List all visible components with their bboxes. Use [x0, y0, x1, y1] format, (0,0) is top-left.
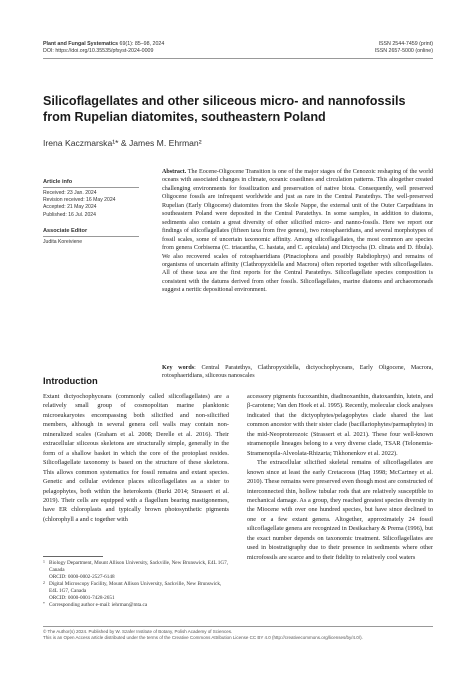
footnote-mark: 1 — [43, 560, 45, 564]
journal-volume: 69(1): 85–98, 2024 — [118, 41, 165, 47]
footnote-text: Digital Microscopy Facility, Mount Allison University, Sackville, New Brunswick, E4L 1G7, Canada — [49, 581, 222, 594]
issn-print: ISSN 2544-7459 (print) — [378, 41, 433, 47]
keywords-text: : Central Paratethys, Clathropyxidella, dictyochophyceans, Early Oligocene, Macrora, rotosphaeridians, siliceous nanoscales — [162, 365, 434, 380]
article-title: Silicoflagellates and other siliceous micro- and nannofossils from Rupelian diatomites, southeastern Poland — [43, 94, 406, 124]
copyright-line: © The Author(s) 2024. Published by W. Szafer Institute of Botany, Polish Academy of Sciences. — [43, 629, 233, 634]
keywords — [162, 364, 433, 381]
orcid-link[interactable]: ORCID: 0000-0002-2527-6148 — [49, 574, 115, 580]
editor-name: Judita Koreiviene — [43, 238, 83, 245]
journal-citation — [43, 41, 164, 55]
revision-date: Revision received: 16 May 2024 — [43, 197, 116, 204]
body-column-left — [43, 392, 229, 524]
section-heading-introduction: Introduction — [43, 375, 98, 386]
orcid-link[interactable]: ORCID: 0000-0001-7428-2651 — [49, 595, 115, 601]
affiliations-footnotes — [43, 560, 229, 609]
paragraph: Extant dictyochophyceans (commonly called silicoflagellates) are a relatively small group of cosmopolitan marine planktonic microeukaryotes encompassing both silicified and non-silicified members, although in several genera cell walls may contain non-mineralized scales (Graham et al. 2008; Derelle et al. 2016). Their extracellular siliceous skeletons are structurally simple, generally in the form of a shallow basket in which the core of the protoplast resides. Silicoflagellate taxonomy is based on the structure of these skeletons. This allows common systematics for fossil remains and extant species. Genetic and cellular evidence places silicoflagellates as a sister to pelagophytes, both within the heterokonts (Burki 2014; Strassert et al. 2019). Their cells are equipped with a flagellum bearing mastigonemes, have ER chloroplasts and typically brown photosynthetic pigments (chlorophyll a and c together with — [43, 393, 229, 523]
license-footer — [43, 629, 433, 642]
article-info-heading: Article info — [43, 179, 73, 185]
footnote-mark: * — [43, 602, 45, 606]
keywords-label: Key words — [162, 365, 195, 371]
footnote — [43, 560, 229, 574]
abstract-label: Abstract. — [162, 169, 187, 175]
corresponding-author-email[interactable]: Corresponding author e-mail: iehrman@mta.ca — [49, 602, 148, 608]
license-line: This is an Open Access article distributed under the terms of the Creative Commons Attribution License CC BY 4.0 (http://creativecommons.org/licenses/by/4.0/). — [43, 635, 363, 641]
article-info-divider — [43, 187, 139, 188]
article-info-panel — [43, 178, 139, 246]
footnote — [43, 602, 229, 609]
editor-divider — [43, 236, 139, 237]
footnote — [43, 581, 229, 595]
issn-online: ISSN 2657-5000 (online) — [374, 48, 433, 54]
accepted-date: Accepted: 21 May 2024 — [43, 204, 97, 211]
editor-heading: Associate Editor — [43, 227, 88, 234]
footnote-mark: 2 — [43, 581, 45, 585]
abstract — [162, 168, 433, 295]
received-date: Received: 23 Jan. 2024 — [43, 190, 97, 196]
article-authors: Irena Kaczmarska¹* & James M. Ehrman² — [43, 138, 202, 148]
footnote-text: Biology Department, Mount Allison University, Sackville, New Brunswick, E4L 1G7, Canada — [49, 560, 228, 573]
body-column-right — [247, 392, 433, 562]
footnote — [43, 595, 229, 602]
header-divider — [43, 58, 433, 59]
footer-divider — [43, 626, 433, 627]
published-date: Published: 16 Jul. 2024 — [43, 211, 96, 218]
doi-link[interactable]: DOI: https://doi.org/10.35535/pfsyst-2024-0009 — [43, 48, 154, 54]
footnote-divider — [43, 556, 103, 557]
issn-block — [375, 41, 433, 55]
paragraph: accessory pigments fucoxanthin, diadinoxanthin, diatoxanthin, lutein, and β-carotene; Van den Hoek et al. 1995). Recently, molecular clock analyses indicated that the dictyophytes/pelagophytes clade shared the last common ancestor with their sister clade (bacillariophytes/parmaphytes) in the mid-Neoproterozoic (Strassert et al. 2021). These four well-known stramenopile lineages belong to a very diverse clade, TSAR (Telonemia-Stramenopila-Alveolata-Rhizaria; Tikhonenkov et al. 2022). — [247, 393, 433, 457]
journal-name: Plant and Fungal Systematics — [43, 41, 119, 47]
abstract-text: The Eocene-Oligocene Transition is one of the major stages of the Cenozoic reshaping of the world oceans with associated changes in climate, oceanic coastlines and circulation patterns. This altogether created challenging environments for fossilization and preservation of native biota. Consequently, well preserved Oligocene fossils are infrequent worldwide and just as rare in the Central Paratethys. The well-preserved Rupelian (Early Oligocene) diatomites from the Skole Nappe, the external unit of the Outer Carpathians in southeastern Poland were deposited in the Central Paratethys. In some samples, in addition to diatoms, sediments also contain a great diversity of other silicified micro- and nanno-fossils. Here we report our findings of silicoflagellates (fifteen taxa from five genera), two rotosphaeridians, and several morphotypes of fossil scales, some of uncertain taxonomic affinity. Among silicoflagellates, the most common are species from genera Corbisema (C. triacantha, C. hastata, and C. apiculata) and Dictyocha (D. clinata and D. fibula). We also recovered scales of rotosphaeridians (Pinaciophora and possibly Rabdiophrys) and remains of organisms of uncertain affinity (Clathropyxidella and Macrora) often reported together with silicoflagellates. All of these taxa are the first reports for the Central Paratethys. Silicoflagellate species composition is consistent with the datums derived from other fossils. Silicoflagellates, marine diatoms and archaeomonads suggest a neritic depositional environment. — [162, 169, 433, 294]
paragraph: The extracellular silicified skeletal remains of silicoflagellates are known since at least the early Cretaceous (Haq 1998; McCartney et al. 2010). These remains were preserved even though most are constructed of interconnected thin, hollow tubular rods that are relatively susceptible to mechanical damage. As a group, they reached greatest species diversity in the Miocene with over one hundred species, but have since declined to one or a few extant genera. Altogether, approximately 24 fossil silicoflagellate genera are recognized in Desikachary & Prema (1996), but the exact number depends on taxonomic treatment. Silicoflagellates are used in biostratigraphy due to their presence in sediments where other microfossils are scarce and to their fidelity to relatively cool waters — [247, 459, 433, 561]
footnote — [43, 574, 229, 581]
